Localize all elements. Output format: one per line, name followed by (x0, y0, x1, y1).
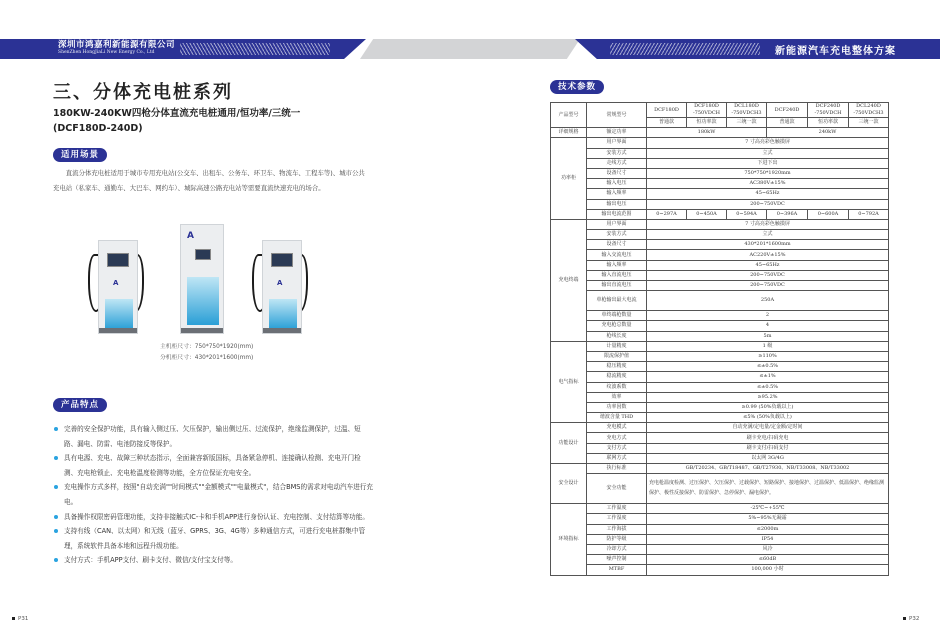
row-group-label: 安全设计 (551, 464, 587, 504)
row-value: 7 寸高亮彩色触摸屏 (647, 138, 889, 148)
feature-item: 充电操作方式多样，按照"自动充满""时间模式""金额模式""电量模式"，结合BMS的需求对电动汽车进行充电。 (53, 480, 373, 509)
row-value: ≥110% (647, 351, 889, 361)
row-key: 功率因数 (587, 402, 647, 412)
table-row (551, 464, 889, 474)
row-value: 0~396A (767, 209, 808, 219)
table-row (551, 128, 889, 138)
table-row (551, 362, 889, 372)
model-cell: DCF180D (647, 103, 687, 118)
table-row (551, 168, 889, 178)
row-value: 立式 (647, 230, 889, 240)
row-key: 输出直流电压 (587, 281, 647, 291)
table-row (551, 372, 889, 382)
page-number-left (12, 616, 28, 622)
model-type: 普通款 (767, 118, 808, 128)
model-type: 恒功率款 (687, 118, 727, 128)
brand-logo-icon: A (277, 279, 283, 287)
header-hatch-left (180, 43, 330, 55)
row-group-label: 电气指标 (551, 341, 587, 423)
model-cell: DCF180D -750VDCH (687, 103, 727, 118)
row-value: 180kW (647, 128, 767, 138)
company-name-en: ShenZhen HongJiaLi New Energy Co., Ltd (58, 50, 155, 55)
model-type: 三统一款 (727, 118, 767, 128)
section-label-tech: 技术参数 (550, 80, 604, 94)
table-row (551, 148, 889, 158)
row-key: 冷却方式 (587, 544, 647, 554)
row-value: ≥0.99 (50%负载以上) (647, 402, 889, 412)
row-value: 4 (647, 321, 889, 331)
feature-list (53, 422, 373, 568)
feature-item: 支持有线（CAN、以太网）和无线（蓝牙、GPRS、3G、4G等）多种通信方式，可进行充电桩群集中管理，系统软件具备本地和远程升级功能。 (53, 524, 373, 553)
split-cabinet-dims: 分机柜尺寸：430*201*1600(mm) (160, 355, 254, 361)
page-number-text: P31 (18, 616, 29, 622)
cabinet-dimensions (160, 342, 253, 364)
row-value: GB/T20234、GB/T18487、GB/T27930、NB/T33008、NB/T33002 (647, 464, 889, 474)
screen-icon (195, 249, 211, 260)
header-regular-model: 常规型号 (587, 103, 647, 128)
row-key: 设备尺寸 (587, 240, 647, 250)
table-row (551, 382, 889, 392)
model-type: 恒功率款 (808, 118, 849, 128)
row-value: AC380V±15% (647, 179, 889, 189)
row-key: 输出电流范围 (587, 209, 647, 219)
skyline-graphic (187, 277, 219, 325)
table-row (551, 240, 889, 250)
row-key: 效率 (587, 392, 647, 402)
row-value: 750*750*1920mm (647, 168, 889, 178)
table-row (551, 219, 889, 229)
row-key: 计量精度 (587, 341, 647, 351)
model-cell: DCF240D -750VDCH (808, 103, 849, 118)
row-value: ≤5% (50%负载以上) (647, 413, 889, 423)
row-key: 安全功能 (587, 474, 647, 504)
cabinet-base (181, 328, 223, 333)
row-value: 0~594A (727, 209, 767, 219)
row-key: 枪线长度 (587, 331, 647, 341)
page-title: 三、分体充电桩系列 (53, 82, 233, 103)
row-value: ≤2000m (647, 524, 889, 534)
model-type: 三统一款 (849, 118, 889, 128)
table-row (551, 179, 889, 189)
table-row (551, 138, 889, 148)
row-value: ≤±0.5% (647, 382, 889, 392)
row-value: 100,000 小时 (647, 565, 889, 575)
row-key: 限流保护值 (587, 351, 647, 361)
row-key: 工作湿度 (587, 514, 647, 524)
bullet-icon (903, 617, 906, 620)
main-cabinet-dims: 主机柜尺寸：750*750*1920(mm) (160, 344, 254, 350)
row-key: 充电模式 (587, 423, 647, 433)
product-subtitle (53, 106, 353, 136)
header-product-model: 产品型号 (551, 103, 587, 128)
row-value: 240kW (767, 128, 889, 138)
table-row (551, 504, 889, 514)
row-value: ≤60dB (647, 555, 889, 565)
row-value: 1 级 (647, 341, 889, 351)
feature-item: 完善的安全保护功能，具有输入侧过压、欠压保护，输出侧过压、过流保护，绝缘监测保护，过温、短路、漏电、防雷、电池防接反等保护。 (53, 422, 373, 451)
model-type: 普通款 (647, 118, 687, 128)
row-group-label: 充电终端 (551, 219, 587, 341)
row-key: 噪声控制 (587, 555, 647, 565)
row-value: 45~65Hz (647, 189, 889, 199)
screen-icon (107, 253, 129, 267)
row-key: 单终端枪数量 (587, 311, 647, 321)
row-value: ≤±0.5% (647, 362, 889, 372)
table-row (551, 281, 889, 291)
table-row (551, 311, 889, 321)
table-row (551, 534, 889, 544)
skyline-graphic (105, 299, 133, 329)
row-key: 执行标准 (587, 464, 647, 474)
row-value: 风冷 (647, 544, 889, 554)
table-row (551, 321, 889, 331)
row-key: 输入交流电压 (587, 250, 647, 260)
row-key: 额定功率 (587, 128, 647, 138)
table-row (551, 514, 889, 524)
table-row (551, 291, 889, 311)
table-row (551, 351, 889, 361)
row-key: 工作海拔 (587, 524, 647, 534)
row-value: 430*201*1600mm (647, 240, 889, 250)
row-key: 设备尺寸 (587, 168, 647, 178)
model-cell: DCF240D (767, 103, 808, 118)
table-row (551, 209, 889, 219)
header-gray-bar (360, 39, 580, 59)
row-key: MTBF (587, 565, 647, 575)
table-row (551, 555, 889, 565)
table-header-row (551, 103, 889, 118)
bullet-icon (12, 617, 15, 620)
row-value: 250A (647, 291, 889, 311)
row-key: 走线方式 (587, 158, 647, 168)
main-cabinet-image (180, 224, 224, 334)
row-key: 充电枪总数量 (587, 321, 647, 331)
row-key: 用户界面 (587, 138, 647, 148)
row-group-label: 功能设计 (551, 423, 587, 464)
table-row (551, 423, 889, 433)
header-hatch-right (610, 43, 760, 55)
row-key: 纹波系数 (587, 382, 647, 392)
row-value: 刷卡充电/扫码充电 (647, 433, 889, 443)
row-value: ≥95.2% (647, 392, 889, 402)
row-value: 0~450A (687, 209, 727, 219)
row-value: 2 (647, 311, 889, 321)
table-row (551, 158, 889, 168)
table-row (551, 392, 889, 402)
header-band (0, 39, 940, 59)
row-value: 200~750VDC (647, 281, 889, 291)
row-value: 200~750VDC (647, 199, 889, 209)
feature-item: 支付方式：手机APP支付、刷卡支付、微信/支付宝支付等。 (53, 553, 373, 568)
table-row (551, 474, 889, 504)
company-name (58, 40, 175, 56)
row-value: 自动充满/定电量/定金额/定时间 (647, 423, 889, 433)
brand-logo-icon: A (187, 231, 194, 241)
model-cell: DCL180D -750VDCH3 (727, 103, 767, 118)
feature-item: 具有电源、充电、故障三种状态指示，全面兼容新版国标，具备紧急停机、连接确认检测、充电开门检测、充电枪锁止、充电枪温度检测等功能，全方位保证充电安全。 (53, 451, 373, 480)
row-value: -25℃~+55℃ (647, 504, 889, 514)
brand-logo-icon: A (113, 279, 119, 287)
row-key: 谐波含量 THD (587, 413, 647, 423)
row-value: 充电枪温度检测、过压保护、欠压保护、过载保护、短路保护、接地保护、过温保护、低温保护、绝缘监测保护、极性反接保护、防雷保护、急停保护、漏电保护。 (647, 474, 889, 504)
table-row (551, 260, 889, 270)
row-key: 用户界面 (587, 219, 647, 229)
row-value: 刷卡支付/扫码支付 (647, 443, 889, 453)
table-row (551, 189, 889, 199)
row-value: 以太网 3G/4G (647, 453, 889, 463)
split-pile-body (262, 240, 302, 334)
skyline-graphic (269, 299, 297, 329)
row-group-label: 功率柜 (551, 138, 587, 220)
subtitle-line-1: 180KW-240KW四枪分体直流充电桩通用/恒功率/三统一 (53, 108, 301, 119)
spec-table (550, 102, 889, 576)
pile-base (263, 328, 301, 333)
row-value: ≤±1% (647, 372, 889, 382)
screen-icon (271, 253, 293, 267)
row-key: 安装方式 (587, 148, 647, 158)
table-row (551, 331, 889, 341)
table-row (551, 250, 889, 260)
page-number-right (903, 616, 919, 622)
row-key: 稳流精度 (587, 372, 647, 382)
row-key: 联网方式 (587, 453, 647, 463)
page-number-text: P32 (909, 616, 920, 622)
subtitle-line-2: (DCF180D-240D) (53, 123, 143, 134)
table-row (551, 443, 889, 453)
row-group-label: 详细规格 (551, 128, 587, 138)
scene-description: 直流分体充电桩适用于城市专用充电站(公交车、出租车、公务车、环卫车、物流车、工程车等)、城市公共充电站（私家车、通勤车、大巴车、网约车）、城际高速公路充电站等需要直流快速充电的场合。 (53, 169, 365, 192)
table-row (551, 433, 889, 443)
section-label-features: 产品特点 (53, 398, 107, 412)
table-row (551, 230, 889, 240)
row-value: 7 寸高亮彩色触摸屏 (647, 219, 889, 229)
table-row (551, 413, 889, 423)
pile-base (99, 328, 137, 333)
feature-item: 具备操作权限密码管理功能，支持非接触式IC-卡和手机APP进行身份认证、充电控制、支付结算等功能。 (53, 510, 373, 525)
split-pile-body (98, 240, 138, 334)
row-value: IP54 (647, 534, 889, 544)
row-group-label: 环境指标 (551, 504, 587, 575)
section-label-scene: 适用场景 (53, 148, 107, 162)
row-key: 输入直流电压 (587, 270, 647, 280)
table-row (551, 524, 889, 534)
row-key: 支付方式 (587, 443, 647, 453)
table-row (551, 565, 889, 575)
row-key: 充电方式 (587, 433, 647, 443)
model-cell: DCL240D -750VDCH3 (849, 103, 889, 118)
row-key: 单枪输出最大电流 (587, 291, 647, 311)
row-key: 输入电压 (587, 179, 647, 189)
table-row (551, 453, 889, 463)
table-row (551, 199, 889, 209)
company-name-cn: 深圳市鸿嘉利新能源有限公司 (58, 40, 176, 50)
row-value: AC220V±15% (647, 250, 889, 260)
product-images (84, 224, 324, 334)
table-row (551, 270, 889, 280)
row-value: 下进下出 (647, 158, 889, 168)
row-value: 200~750VDC (647, 270, 889, 280)
row-key: 稳压精度 (587, 362, 647, 372)
table-row (551, 544, 889, 554)
table-row (551, 341, 889, 351)
row-value: 0~297A (647, 209, 687, 219)
row-key: 输入频率 (587, 260, 647, 270)
row-key: 安装方式 (587, 230, 647, 240)
header-slogan: 新能源汽车充电整体方案 (775, 46, 896, 57)
row-key: 输出电压 (587, 199, 647, 209)
row-key: 输入频率 (587, 189, 647, 199)
row-value: 5m (647, 331, 889, 341)
row-key: 工作温度 (587, 504, 647, 514)
row-key: 防护等级 (587, 534, 647, 544)
row-value: 0~792A (849, 209, 889, 219)
row-value: 立式 (647, 148, 889, 158)
row-value: 5%~95%无凝霜 (647, 514, 889, 524)
table-row (551, 402, 889, 412)
row-value: 0~600A (808, 209, 849, 219)
row-value: 45~65Hz (647, 260, 889, 270)
